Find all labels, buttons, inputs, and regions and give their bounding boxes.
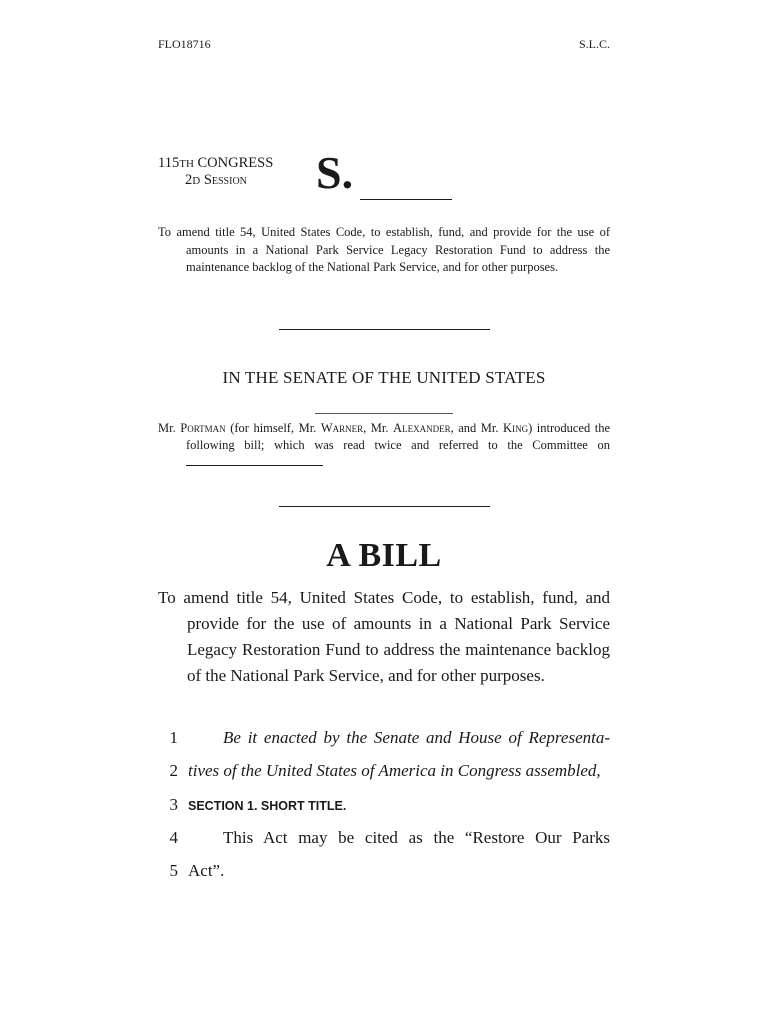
bill-line — [0, 761, 768, 793]
enacting-clause: tives of the United States of America in Congress assembled, — [188, 761, 601, 780]
bill-line — [0, 861, 768, 893]
bill-number-blank — [360, 199, 452, 200]
introduction-paragraph — [158, 420, 610, 471]
congress-word: CONGRESS — [193, 155, 274, 171]
bill-line — [0, 728, 768, 760]
divider-rule-small — [315, 413, 453, 414]
congress-session-block — [158, 155, 273, 189]
cosponsor-name: King — [503, 421, 529, 435]
session-line — [158, 172, 273, 189]
cosponsor-name: Alexander — [393, 421, 451, 435]
line-number: 1 — [169, 728, 178, 747]
line-number: 3 — [169, 795, 178, 814]
bill-line — [0, 795, 768, 827]
sponsor-name: Portman — [180, 421, 226, 435]
congress-number: 115 — [158, 155, 180, 171]
session-word: Session — [200, 172, 247, 188]
intro-text: , and Mr. — [450, 421, 504, 435]
committee-blank — [186, 455, 323, 466]
office-code: S.L.C. — [578, 37, 610, 51]
line-number: 5 — [169, 861, 178, 880]
session-number: 2 — [185, 172, 193, 188]
line-number: 2 — [169, 761, 178, 780]
bill-line — [0, 828, 768, 860]
line-number: 4 — [169, 828, 178, 847]
congress-ordinal: TH — [179, 158, 194, 170]
section-text: Act”. — [188, 861, 225, 880]
divider-rule-bottom — [279, 506, 490, 507]
enacting-clause: Be it enacted by the Senate and House of Representa- — [223, 728, 610, 747]
cosponsor-name: Warner — [320, 421, 364, 435]
bill-designation: S. — [316, 147, 354, 198]
section-text: This Act may be cited as the “Restore Our Parks — [223, 828, 610, 847]
document-id: FLO18716 — [158, 37, 211, 51]
intro-text: (for himself, Mr. — [225, 421, 321, 435]
long-title: To amend title 54, United States Code, to establish, fund, and provide for the use of amounts in a National Park Service Legacy Restoration Fund to address the maintenance backlog of the National Park Service, and for other purposes. — [158, 588, 610, 685]
sponsor-title: Mr. — [158, 421, 181, 435]
section-heading: SECTION 1. SHORT TITLE. — [188, 799, 347, 813]
session-suffix: D — [192, 175, 201, 187]
intro-text: ) introduced the following bill; which was read twice and referred to the Committee on — [186, 421, 611, 452]
short-title: To amend title 54, United States Code, to establish, fund, and provide for the use of amounts in a National Park Service Legacy Restoration Fund to address the maintenance backlog of the National Park Service, and for other purposes. — [158, 225, 610, 274]
intro-text: , Mr. — [363, 421, 394, 435]
congress-line — [158, 155, 273, 172]
divider-rule-top — [279, 329, 490, 330]
chamber-heading: IN THE SENATE OF THE UNITED STATES — [222, 368, 546, 387]
bill-heading: A BILL — [326, 537, 442, 574]
